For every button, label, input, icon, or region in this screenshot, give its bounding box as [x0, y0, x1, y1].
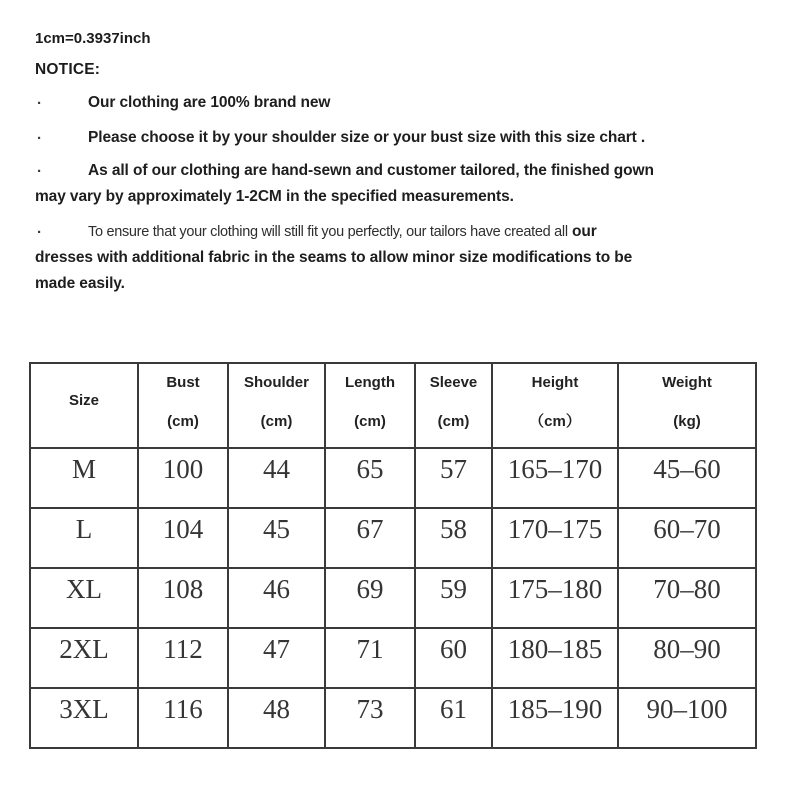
- header-bust: [138, 363, 228, 448]
- conversion-note: 1cm=0.3937inch: [35, 30, 151, 47]
- length-cell: 71: [325, 628, 415, 688]
- size-cell: 3XL: [30, 688, 138, 748]
- bullet-text-line2: may vary by approximately 1-2CM in the specified measurements.: [35, 188, 514, 205]
- bullet-dot: ·: [37, 95, 42, 112]
- height-cell: 175–180: [492, 568, 618, 628]
- bullet-item-choose-size: [35, 125, 770, 151]
- length-cell: 67: [325, 508, 415, 568]
- table-row-l: [30, 508, 756, 568]
- header-height: [492, 363, 618, 448]
- table-row-2xl: [30, 628, 756, 688]
- header-length: [325, 363, 415, 448]
- header-label: Weight: [662, 374, 712, 391]
- header-label: Sleeve: [429, 374, 478, 391]
- bust-cell: 116: [138, 688, 228, 748]
- header-unit: (cm): [167, 413, 199, 430]
- length-cell: 69: [325, 568, 415, 628]
- header-unit: (cm): [354, 413, 386, 430]
- header-unit: (cm): [260, 413, 293, 430]
- height-cell: 170–175: [492, 508, 618, 568]
- header-size: [30, 363, 138, 448]
- bust-cell: 100: [138, 448, 228, 508]
- height-cell: 180–185: [492, 628, 618, 688]
- shoulder-cell: 48: [228, 688, 325, 748]
- bullet-item-brand-new: [35, 90, 770, 116]
- bullet-text: Our clothing are 100% brand new: [88, 94, 331, 111]
- shoulder-cell: 47: [228, 628, 325, 688]
- header-label: Bust: [166, 374, 200, 391]
- header-shoulder: [228, 363, 325, 448]
- bullet-text-light: To ensure that your clothing will still fit you perfectly, our tailors have created all: [88, 224, 568, 240]
- notice-section: [0, 0, 800, 297]
- header-label: Length: [345, 374, 395, 391]
- header-sleeve: [415, 363, 492, 448]
- header-label: Size: [68, 391, 99, 409]
- header-label: Height: [531, 374, 579, 391]
- sleeve-cell: 58: [415, 508, 492, 568]
- bust-cell: 112: [138, 628, 228, 688]
- shoulder-cell: 45: [228, 508, 325, 568]
- bullet-text-line3: made easily.: [35, 275, 125, 292]
- sleeve-cell: 60: [415, 628, 492, 688]
- table-row-3xl: [30, 688, 756, 748]
- bullet-dot: ·: [37, 130, 42, 147]
- header-unit: (kg): [673, 413, 701, 430]
- height-cell: 185–190: [492, 688, 618, 748]
- sleeve-cell: 57: [415, 448, 492, 508]
- bullet-dot: ·: [37, 224, 42, 241]
- weight-cell: 45–60: [618, 448, 756, 508]
- length-cell: 73: [325, 688, 415, 748]
- height-cell: 165–170: [492, 448, 618, 508]
- bullet-dot: ·: [37, 163, 42, 180]
- bullet-text-line1: [35, 219, 770, 245]
- bust-cell: 108: [138, 568, 228, 628]
- bullet-text-bold-tail: our: [571, 223, 597, 240]
- length-cell: 65: [325, 448, 415, 508]
- size-table-container: [29, 362, 757, 749]
- bullet-item-seam-allowance: [35, 219, 770, 297]
- bullet-text-line2: dresses with additional fabric in the seams to allow minor size modifications to be: [35, 249, 633, 266]
- size-cell: M: [30, 448, 138, 508]
- weight-cell: 90–100: [618, 688, 756, 748]
- notice-heading: NOTICE:: [35, 61, 101, 78]
- bullet-text-line1: As all of our clothing are hand-sewn and customer tailored, the finished gown: [88, 162, 654, 179]
- header-unit: (cm): [437, 413, 470, 430]
- shoulder-cell: 44: [228, 448, 325, 508]
- weight-cell: 70–80: [618, 568, 756, 628]
- size-cell: L: [30, 508, 138, 568]
- table-row-xl: [30, 568, 756, 628]
- header-unit: （cm）: [529, 413, 581, 430]
- sleeve-cell: 59: [415, 568, 492, 628]
- bullet-item-hand-sewn: [35, 158, 770, 210]
- header-weight: [618, 363, 756, 448]
- header-label: Shoulder: [243, 374, 309, 391]
- size-table: [29, 362, 757, 749]
- sleeve-cell: 61: [415, 688, 492, 748]
- bullet-text: Please choose it by your shoulder size or your bust size with this size chart .: [88, 129, 646, 146]
- table-header-row: [30, 363, 756, 448]
- weight-cell: 60–70: [618, 508, 756, 568]
- size-cell: XL: [30, 568, 138, 628]
- weight-cell: 80–90: [618, 628, 756, 688]
- bust-cell: 104: [138, 508, 228, 568]
- size-cell: 2XL: [30, 628, 138, 688]
- table-row-m: [30, 448, 756, 508]
- shoulder-cell: 46: [228, 568, 325, 628]
